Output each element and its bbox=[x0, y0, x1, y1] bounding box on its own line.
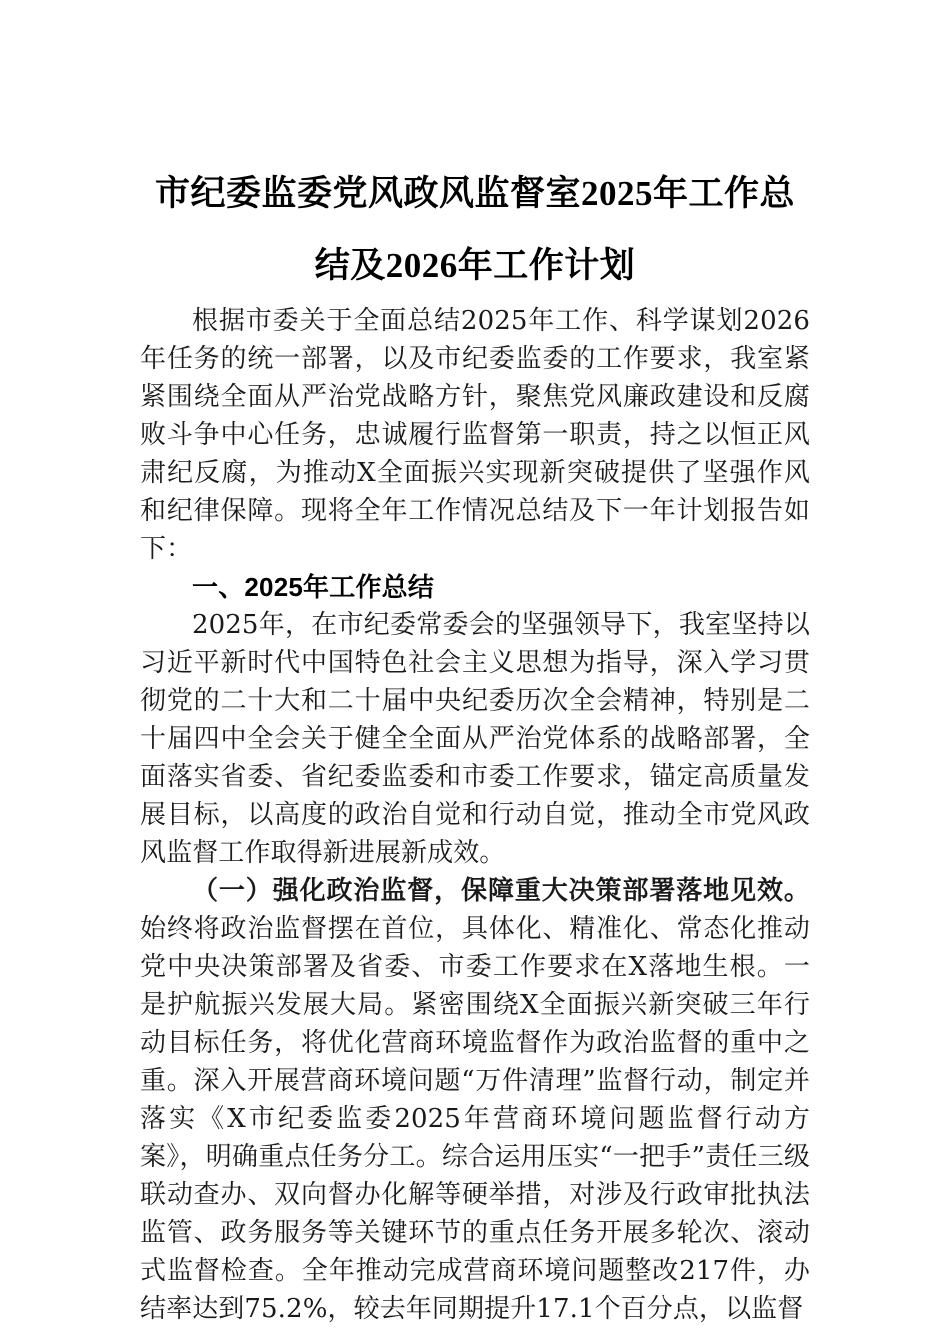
section-heading-1: 一、2025年工作总结 bbox=[192, 572, 435, 602]
subsection-1-body: 始终将政治监督摆在首位，具体化、精准化、常态化推动党中央决策部署及省委、市委工作要求在X落地生根。一是护航振兴发展大局。紧密围绕X全面振兴新突破三年行动目标任务，将优化营商环境监督作为政治监督的重中之重。深入开展营商环境问题“万件清理”监督行动，制定并落实《X市纪委监委2025年营商环境问题监督行动方案》，明确重点任务分工。综合运用压实“一把手”责任三级联动查办、双向督办化解等硬举措，对涉及行政审批执法监管、政务服务等关键环节的重点任务开展多轮次、滚动式监督检查。全年推动完成营商环境问题整改217件，办结率达到75.2%，较去年同期提升17.1个百分点，以监督 bbox=[140, 914, 810, 1324]
page-content bbox=[140, 0, 810, 1328]
page-title: 市纪委监委党风政风监督室2025年工作总结及2026年工作计划 bbox=[154, 174, 795, 285]
intro-paragraph: 根据市委关于全面总结2025年工作、科学谋划2026年任务的统一部署，以及市纪委监委的工作要求，我室紧紧围绕全面从严治党战略方针，聚焦党风廉政建设和反腐败斗争中心任务，忠诚履行监督第一职责，持之以恒正风肃纪反腐，为推动X全面振兴实现新突破提供了坚强作风和纪律保障。现将全年工作情况总结及下一年计划报告如下： bbox=[140, 306, 810, 564]
subsection-1-paragraph bbox=[140, 872, 810, 1328]
paragraph-1: 2025年，在市纪委常委会的坚强领导下，我室坚持以习近平新时代中国特色社会主义思想为指导，深入学习贯彻党的二十大和二十届中央纪委历次全会精神，特别是二十届四中全会关于健全全面从严治党体系的战略部署，全面落实省委、省纪委监委和市委工作要求，锚定高质量发展目标，以高度的政治自觉和行动自觉，推动全市党风政风监督工作取得新进展新成效。 bbox=[140, 610, 810, 868]
subsection-1-lead: （一）强化政治监督，保障重大决策部署落地见效。 bbox=[192, 876, 810, 906]
